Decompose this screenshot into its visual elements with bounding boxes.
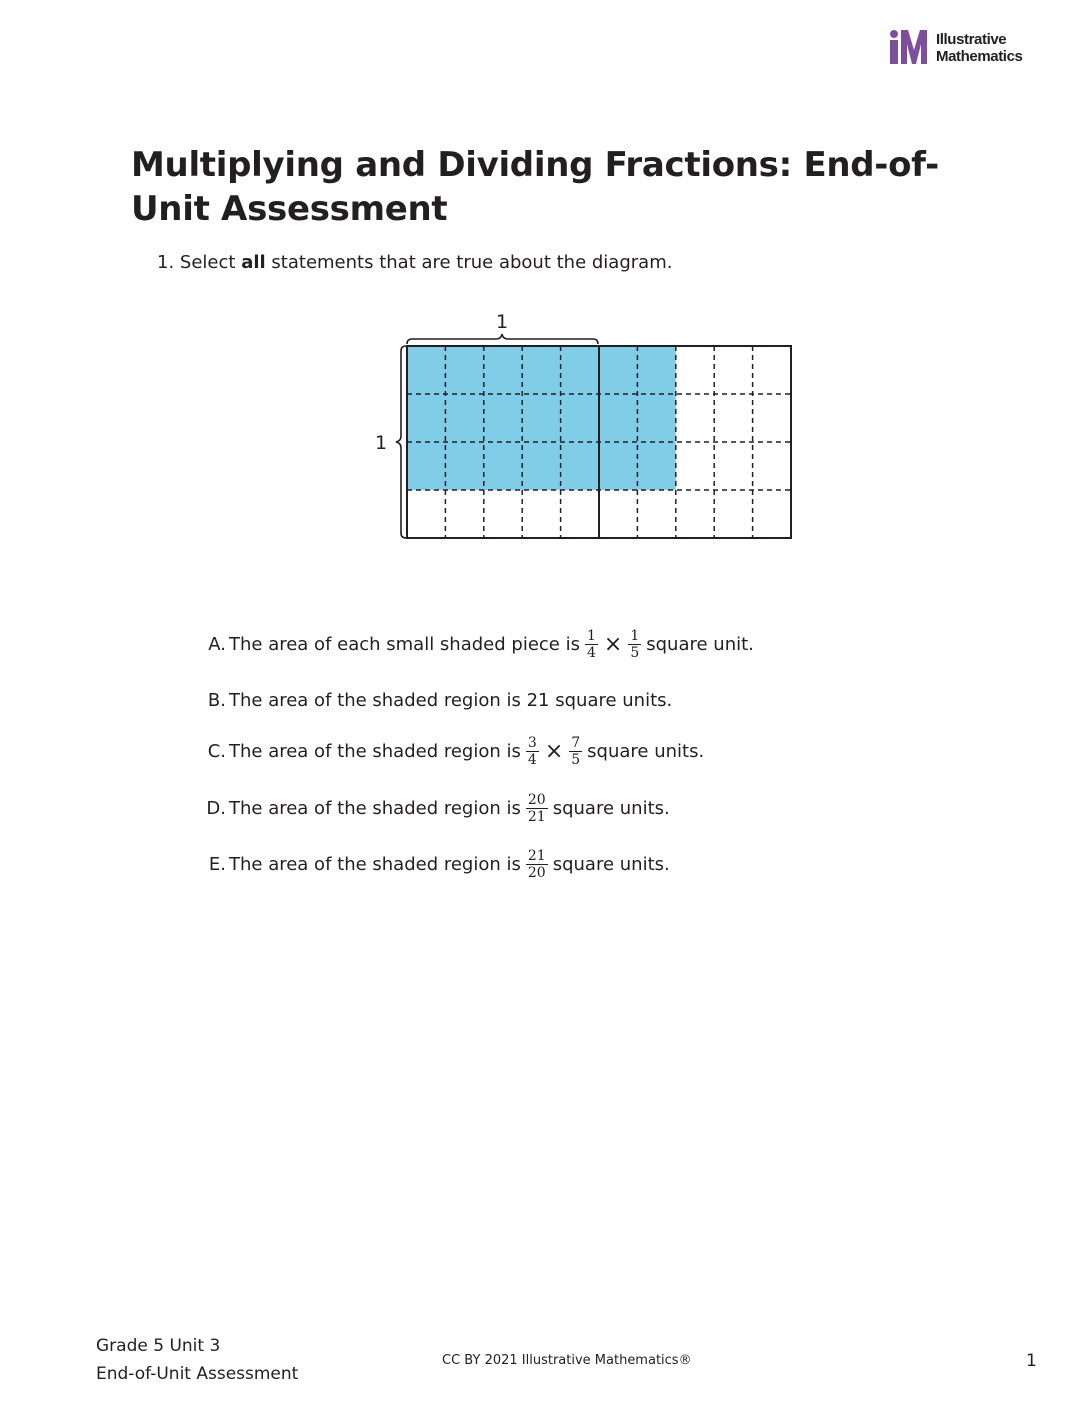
question-number: 1. [157,252,175,273]
side-brace [396,346,406,538]
footer-grade: Grade 5 Unit 3 [96,1336,221,1356]
numerator: 1 [630,627,640,644]
shaded-region [407,346,676,490]
fraction [585,628,598,661]
denominator: 4 [527,751,537,768]
option-suffix: square units. [587,740,705,762]
times-sign: × [544,738,564,764]
logo-line-2: Mathematics [936,48,1023,65]
option-letter: E. [208,853,226,875]
option-text: The area of the shaded region is [229,853,521,875]
option-text: The area of the shaded region is 21 square units. [229,689,673,711]
numerator: 20 [527,791,546,808]
fraction [628,628,641,661]
option-b[interactable] [198,680,918,720]
option-suffix: square units. [552,853,670,875]
denominator: 20 [527,864,546,881]
option-a[interactable] [198,624,918,664]
option-suffix: square units. [552,797,670,819]
side-label: 1 [374,432,388,454]
option-d[interactable] [198,788,918,828]
option-text: The area of the shaded region is [229,797,521,819]
im-logo-mark-icon [888,30,932,66]
page-title: Multiplying and Dividing Fractions: End-of-Unit Assessment [131,145,939,229]
numerator: 3 [527,734,537,751]
fraction [526,792,548,825]
page-number: 1 [1026,1351,1037,1371]
question-1-prompt [157,251,672,275]
option-e[interactable] [198,844,918,884]
option-c[interactable] [198,731,918,771]
numerator: 21 [527,847,546,864]
option-text: The area of the shaded region is [229,740,521,762]
logo-line-1: Illustrative [936,31,1007,48]
option-letter: B. [207,689,226,711]
illustrative-mathematics-logo [888,30,1048,70]
denominator: 5 [630,644,640,661]
footer-subtitle: End-of-Unit Assessment [96,1364,299,1384]
logo-wordmark [936,31,1022,65]
question-text-after: statements that are true about the diagram. [271,252,673,273]
denominator: 21 [527,808,546,825]
fraction [569,735,582,768]
area-model-diagram [360,300,820,560]
footer-copyright: CC BY 2021 Illustrative Mathematics® [442,1353,692,1368]
numerator: 7 [571,734,581,751]
option-letter: C. [207,740,226,762]
denominator: 4 [586,644,596,661]
fraction [526,735,539,768]
question-emphasis: all [241,252,266,273]
fraction [526,848,548,881]
option-suffix: square unit. [646,633,754,655]
times-sign: × [603,631,623,657]
numerator: 1 [586,627,596,644]
area-model-svg [360,300,820,560]
question-text-before: Select [179,252,236,273]
top-label: 1 [495,311,509,333]
option-letter: A. [208,633,226,655]
option-letter: D. [206,797,226,819]
option-text: The area of each small shaded piece is [229,633,580,655]
top-brace [407,334,598,344]
denominator: 5 [571,751,581,768]
